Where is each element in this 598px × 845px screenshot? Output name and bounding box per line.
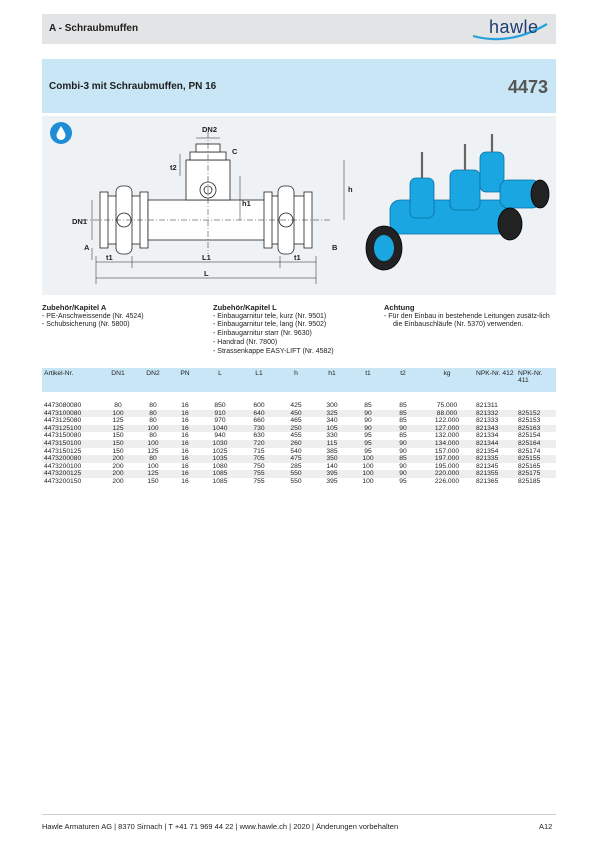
accessory-item: - Strassenkappe EASY-LIFT (Nr. 4582) <box>213 347 334 355</box>
table-cell: 630 <box>253 432 265 440</box>
accessories-a-heading: Zubehör/Kapitel A <box>42 303 107 312</box>
table-cell: 16 <box>181 477 189 485</box>
label-l: L <box>204 269 209 278</box>
table-cell: 16 <box>170 455 200 463</box>
table-row <box>42 417 556 425</box>
table-cell: 16 <box>181 402 189 409</box>
table-header-row <box>42 368 556 392</box>
table-cell: 16 <box>181 462 189 470</box>
table-cell: 100 <box>350 470 386 478</box>
table-row <box>42 440 556 448</box>
table-cell: 90 <box>386 425 420 433</box>
table-cell: 4473200125 <box>42 470 100 478</box>
column-header: kg <box>420 368 474 392</box>
table-cell: 825153 <box>518 417 541 425</box>
note-item: - Für den Einbau in bestehende Leitungen zusätz-lich die Einbauschläufe (Nr. 5370) verwenden. <box>384 312 550 329</box>
table-cell: 821335 <box>474 455 516 463</box>
label-h: h <box>348 185 353 194</box>
product-number: 4473 <box>508 77 549 97</box>
table-cell: 4473150080 <box>44 432 82 440</box>
table-cell: 80 <box>136 410 170 418</box>
table-cell: 455 <box>290 432 302 440</box>
table-cell: 750 <box>253 462 265 470</box>
table-cell: 821365 <box>476 477 499 485</box>
article-table <box>42 368 556 486</box>
label-c: C <box>232 147 238 156</box>
table-cell: 100 <box>136 425 170 433</box>
table-cell <box>516 402 556 410</box>
table-cell: 821332 <box>474 410 516 418</box>
table-cell: 825152 <box>516 410 556 418</box>
table-cell: 125 <box>147 447 159 455</box>
table-cell: 150 <box>112 447 124 455</box>
column-header: NPK-Nr. 411 <box>516 368 556 392</box>
table-cell: 1030 <box>200 440 240 448</box>
table-cell: 821311 <box>476 402 498 409</box>
table-cell: 90 <box>386 440 420 448</box>
table-row <box>42 463 556 471</box>
accessory-item: - Einbaugarnitur tele, kurz (Nr. 9501) <box>213 312 327 320</box>
column-header: Artikel-Nr. <box>42 368 100 392</box>
table-cell: 134.000 <box>420 440 474 448</box>
accessory-item: - PE-Anschweissende (Nr. 4524) <box>42 312 144 320</box>
table-cell: 821333 <box>476 417 499 425</box>
accessories-a <box>42 304 202 330</box>
table-cell: 220.000 <box>420 470 474 478</box>
page-number: A12 <box>539 822 553 831</box>
table-cell: 80 <box>149 402 157 409</box>
table-cell: 600 <box>253 402 265 409</box>
table-cell: 1085 <box>200 470 240 478</box>
table-cell: 85 <box>386 455 420 463</box>
table-cell: 100 <box>100 410 136 418</box>
table-cell: 475 <box>278 455 314 463</box>
table-row <box>42 410 556 418</box>
table-cell: 540 <box>290 447 302 455</box>
table-cell: 85 <box>399 402 407 409</box>
table-cell: 395 <box>326 477 338 485</box>
table-cell: 825185 <box>518 477 541 485</box>
table-cell: 300 <box>326 402 338 409</box>
accessories-l-heading: Zubehör/Kapitel L <box>213 303 277 312</box>
table-cell: 1025 <box>212 447 228 455</box>
table-cell: 105 <box>314 425 350 433</box>
table-row <box>42 425 556 433</box>
accessory-item: - Handrad (Nr. 7800) <box>213 338 278 346</box>
table-cell: 450 <box>278 410 314 418</box>
table-cell: 90 <box>399 447 407 455</box>
table-cell: 90 <box>399 462 407 470</box>
label-dn1: DN1 <box>72 217 88 226</box>
water-drop-icon <box>49 121 73 145</box>
label-t1-right: t1 <box>294 253 301 262</box>
table-cell: 825164 <box>516 440 556 448</box>
table-cell: 125 <box>136 470 170 478</box>
table-cell: 150 <box>112 432 124 440</box>
table-cell: 200 <box>100 470 136 478</box>
table-cell: 260 <box>278 440 314 448</box>
table-row <box>42 470 556 478</box>
table-cell: 4473125100 <box>42 425 100 433</box>
table-cell: 4473150100 <box>42 440 100 448</box>
product-photo <box>360 130 550 285</box>
column-header: DN2 <box>136 368 170 392</box>
column-header: h1 <box>314 368 350 392</box>
label-dn2: DN2 <box>202 125 218 134</box>
accessory-item: - Schubsicherung (Nr. 5800) <box>42 321 130 329</box>
column-header: L1 <box>240 368 278 392</box>
table-cell: 730 <box>240 425 278 433</box>
table-cell: 226.000 <box>434 477 460 485</box>
table-cell: 1080 <box>212 462 228 470</box>
label-t2: t2 <box>170 163 177 172</box>
accessories-a-list <box>42 313 202 330</box>
table-cell: 715 <box>253 447 265 455</box>
table-cell: 465 <box>290 417 302 425</box>
table-cell: 640 <box>240 410 278 418</box>
table-cell: 325 <box>314 410 350 418</box>
table-cell: 340 <box>326 417 338 425</box>
table-cell: 16 <box>170 410 200 418</box>
table-cell: 660 <box>253 417 265 425</box>
table-cell: 825154 <box>518 432 541 440</box>
table-cell: 90 <box>350 425 386 433</box>
table-cell: 1040 <box>200 425 240 433</box>
table-cell: 16 <box>170 470 200 478</box>
table-cell: 1035 <box>200 455 240 463</box>
table-cell: 85 <box>399 432 407 440</box>
table-cell: 825175 <box>516 470 556 478</box>
label-h1: h1 <box>242 199 251 208</box>
table-cell: 755 <box>240 470 278 478</box>
table-cell: 821355 <box>474 470 516 478</box>
table-cell: 200 <box>100 455 136 463</box>
table-cell: 200 <box>112 462 124 470</box>
table-cell: 720 <box>240 440 278 448</box>
table-cell: 285 <box>290 462 302 470</box>
table-cell: 970 <box>214 417 226 425</box>
table-cell: 940 <box>214 432 226 440</box>
table-cell: 157.000 <box>434 447 460 455</box>
table-cell: 395 <box>314 470 350 478</box>
table-row <box>42 448 556 456</box>
table-cell: 705 <box>240 455 278 463</box>
table-cell: 825163 <box>516 425 556 433</box>
label-b: B <box>332 243 338 252</box>
article-table-wrap <box>42 368 556 486</box>
table-cell: 4473200150 <box>44 477 82 485</box>
column-header: PN <box>170 368 200 392</box>
table-cell: 100 <box>136 440 170 448</box>
accessories-l <box>213 304 373 356</box>
table-cell: 4473100080 <box>42 410 100 418</box>
table-cell: 200 <box>112 477 124 485</box>
table-cell: 16 <box>181 432 189 440</box>
table-cell: 330 <box>326 432 338 440</box>
column-header: t2 <box>386 368 420 392</box>
section-title: A - Schraubmuffen <box>49 23 139 34</box>
table-cell: 4473150125 <box>44 447 82 455</box>
table-cell: 1085 <box>212 477 228 485</box>
accessories-l-list <box>213 313 373 357</box>
table-cell: 16 <box>181 447 189 455</box>
table-cell: 132.000 <box>434 432 460 440</box>
table-cell: 85 <box>364 402 372 409</box>
logo-text: hawle <box>489 17 539 37</box>
table-cell: 16 <box>170 440 200 448</box>
table-cell: 825174 <box>518 447 541 455</box>
table-cell: 825165 <box>518 462 541 470</box>
table-cell: 385 <box>326 447 338 455</box>
table-cell: 550 <box>290 477 302 485</box>
table-cell: 80 <box>149 417 157 425</box>
table-row <box>42 455 556 463</box>
table-body <box>42 392 556 486</box>
table-cell: 821344 <box>474 440 516 448</box>
footer-divider <box>42 814 556 815</box>
column-header: t1 <box>350 368 386 392</box>
table-cell: 755 <box>253 477 265 485</box>
table-cell: 80 <box>136 455 170 463</box>
table-cell: 85 <box>399 417 407 425</box>
table-cell: 115 <box>314 440 350 448</box>
label-a: A <box>84 243 90 252</box>
table-cell: 122.000 <box>434 417 460 425</box>
table-cell: 350 <box>314 455 350 463</box>
table-cell: 150 <box>147 477 159 485</box>
table-cell: 100 <box>147 462 159 470</box>
table-cell: 95 <box>364 447 372 455</box>
table-cell: 140 <box>326 462 338 470</box>
table-cell: 125 <box>112 417 124 425</box>
note-heading: Achtung <box>384 303 415 312</box>
column-header: L <box>200 368 240 392</box>
table-cell: 90 <box>386 470 420 478</box>
table-cell: 16 <box>181 417 189 425</box>
table-cell: 90 <box>364 417 372 425</box>
table-cell: 550 <box>278 470 314 478</box>
table-cell: 100 <box>362 462 374 470</box>
table-cell: 100 <box>362 477 374 485</box>
table-cell: 150 <box>100 440 136 448</box>
product-title: Combi-3 mit Schraubmuffen, PN 16 <box>49 81 217 92</box>
table-cell: 821334 <box>476 432 499 440</box>
table-cell: 195.000 <box>434 462 460 470</box>
table-row <box>42 402 556 410</box>
table-cell: 4473080080 <box>44 402 82 409</box>
note-list <box>384 313 560 330</box>
accessory-item: - Einbaugarnitur tele, lang (Nr. 9502) <box>213 321 327 329</box>
table-cell: 80 <box>114 402 122 409</box>
technical-drawing <box>72 120 362 292</box>
table-cell: 95 <box>350 440 386 448</box>
table-cell: 821345 <box>476 462 499 470</box>
table-cell: 821354 <box>476 447 499 455</box>
table-cell: 4473200080 <box>42 455 100 463</box>
table-cell: 100 <box>350 455 386 463</box>
table-cell: 250 <box>278 425 314 433</box>
column-header: h <box>278 368 314 392</box>
table-cell: 4473125080 <box>44 417 82 425</box>
table-cell: 90 <box>350 410 386 418</box>
table-cell: 80 <box>149 432 157 440</box>
table-cell: 127.000 <box>420 425 474 433</box>
label-l1: L1 <box>202 253 211 262</box>
footer-text: Hawle Armaturen AG | 8370 Sirnach | T +41 71 969 44 22 | www.hawle.ch | 2020 | Änderungen vorbehalten <box>42 822 399 831</box>
table-row <box>42 432 556 440</box>
table-cell: 850 <box>214 402 226 409</box>
table-cell: 95 <box>364 432 372 440</box>
column-header: NPK-Nr. 412 <box>474 368 516 392</box>
table-cell: 75.000 <box>436 402 458 409</box>
table-row <box>42 478 556 486</box>
table-cell: 825155 <box>516 455 556 463</box>
column-header: DN1 <box>100 368 136 392</box>
table-cell: 85 <box>386 410 420 418</box>
table-cell: 88.000 <box>420 410 474 418</box>
table-cell: 425 <box>290 402 302 409</box>
note-block <box>384 304 560 330</box>
table-cell: 197.000 <box>420 455 474 463</box>
label-t1-left: t1 <box>106 253 113 262</box>
table-cell: 821343 <box>474 425 516 433</box>
table-cell: 16 <box>170 425 200 433</box>
accessory-item: - Einbaugarnitur starr (Nr. 9630) <box>213 330 312 338</box>
table-cell: 125 <box>100 425 136 433</box>
table-cell: 910 <box>200 410 240 418</box>
table-cell: 95 <box>399 477 407 485</box>
table-cell: 4473200100 <box>44 462 82 470</box>
